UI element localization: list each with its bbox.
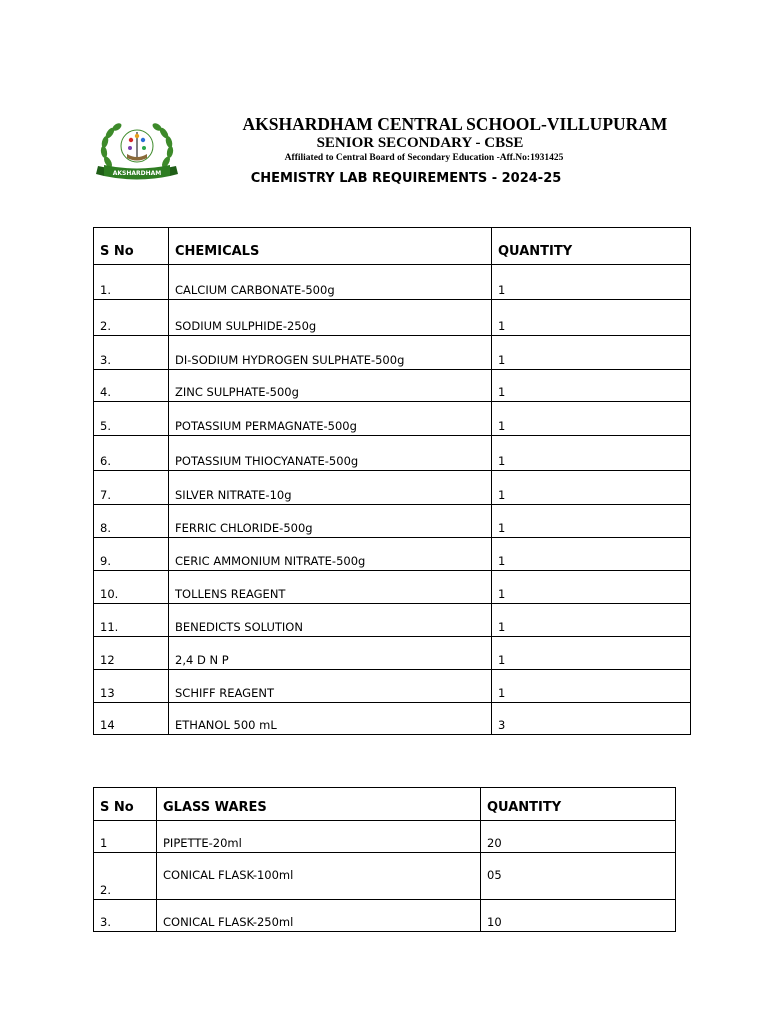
header-sno: S No <box>94 228 169 265</box>
svg-text:AKSHARDHAM: AKSHARDHAM <box>112 170 162 177</box>
document-title: CHEMISTRY LAB REQUIREMENTS - 2024-25 <box>250 171 562 186</box>
cell-chemical: POTASSIUM PERMAGNATE-500g <box>169 402 492 436</box>
table-row <box>94 471 691 505</box>
table-row <box>94 604 691 637</box>
table-row <box>94 853 676 900</box>
cell-sno: 13 <box>94 670 169 703</box>
cell-sno: 11. <box>94 604 169 637</box>
cell-sno: 7. <box>94 471 169 505</box>
cell-sno: 5. <box>94 402 169 436</box>
cell-chemical: TOLLENS REAGENT <box>169 571 492 604</box>
cell-sno: 12 <box>94 637 169 670</box>
cell-quantity: 1 <box>492 370 691 402</box>
cell-sno: 2. <box>94 300 169 336</box>
cell-sno: 14 <box>94 703 169 735</box>
cell-glassware: PIPETTE-20ml <box>157 821 481 853</box>
cell-chemical: SCHIFF REAGENT <box>169 670 492 703</box>
cell-sno: 3. <box>94 900 157 932</box>
cell-sno: 8. <box>94 505 169 538</box>
header-glass-wares: GLASS WARES <box>157 788 481 821</box>
header-quantity: QUANTITY <box>492 228 691 265</box>
cell-chemical: DI-SODIUM HYDROGEN SULPHATE-500g <box>169 336 492 370</box>
school-subtitle: SENIOR SECONDARY - CBSE <box>316 135 524 151</box>
cell-sno: 4. <box>94 370 169 402</box>
glassware-table <box>93 787 676 932</box>
cell-chemical: CERIC AMMONIUM NITRATE-500g <box>169 538 492 571</box>
cell-quantity: 1 <box>492 505 691 538</box>
affiliation-text: Affiliated to Central Board of Secondary Education -Aff.No:1931425 <box>284 153 564 163</box>
table-row <box>94 703 691 735</box>
chemicals-table <box>93 227 691 735</box>
cell-glassware: CONICAL FLASK-250ml <box>157 900 481 932</box>
table-row <box>94 538 691 571</box>
cell-quantity: 3 <box>492 703 691 735</box>
table-row <box>94 300 691 336</box>
table-header-row <box>94 788 676 821</box>
cell-quantity: 1 <box>492 538 691 571</box>
cell-quantity: 10 <box>481 900 676 932</box>
cell-chemical: SILVER NITRATE-10g <box>169 471 492 505</box>
cell-quantity: 1 <box>492 300 691 336</box>
table-row <box>94 670 691 703</box>
cell-chemical: ZINC SULPHATE-500g <box>169 370 492 402</box>
cell-chemical: ETHANOL 500 mL <box>169 703 492 735</box>
cell-chemical: BENEDICTS SOLUTION <box>169 604 492 637</box>
cell-quantity: 1 <box>492 604 691 637</box>
table-row <box>94 370 691 402</box>
cell-quantity: 1 <box>492 265 691 300</box>
header-sno: S No <box>94 788 157 821</box>
cell-quantity: 20 <box>481 821 676 853</box>
cell-sno: 3. <box>94 336 169 370</box>
cell-sno: 1 <box>94 821 157 853</box>
cell-quantity: 05 <box>481 853 676 900</box>
header-quantity: QUANTITY <box>481 788 676 821</box>
table-row <box>94 571 691 604</box>
cell-sno: 1. <box>94 265 169 300</box>
cell-quantity: 1 <box>492 336 691 370</box>
cell-sno: 9. <box>94 538 169 571</box>
table-row <box>94 900 676 932</box>
table-row <box>94 505 691 538</box>
cell-quantity: 1 <box>492 436 691 471</box>
cell-quantity: 1 <box>492 571 691 604</box>
header-chemicals: CHEMICALS <box>169 228 492 265</box>
cell-chemical: 2,4 D N P <box>169 637 492 670</box>
cell-chemical: POTASSIUM THIOCYANATE-500g <box>169 436 492 471</box>
cell-quantity: 1 <box>492 402 691 436</box>
table-row <box>94 821 676 853</box>
school-name: AKSHARDHAM CENTRAL SCHOOL-VILLUPURAM <box>242 114 668 134</box>
cell-quantity: 1 <box>492 471 691 505</box>
cell-chemical: CALCIUM CARBONATE-500g <box>169 265 492 300</box>
cell-chemical: SODIUM SULPHIDE-250g <box>169 300 492 336</box>
table-header-row <box>94 228 691 265</box>
cell-quantity: 1 <box>492 637 691 670</box>
table-row <box>94 637 691 670</box>
table-row <box>94 265 691 300</box>
table-row <box>94 336 691 370</box>
cell-sno: 10. <box>94 571 169 604</box>
cell-chemical: FERRIC CHLORIDE-500g <box>169 505 492 538</box>
cell-sno: 6. <box>94 436 169 471</box>
cell-sno: 2. <box>94 853 157 900</box>
table-row <box>94 436 691 471</box>
cell-glassware: CONICAL FLASK-100ml <box>157 853 481 900</box>
table-row <box>94 402 691 436</box>
cell-quantity: 1 <box>492 670 691 703</box>
